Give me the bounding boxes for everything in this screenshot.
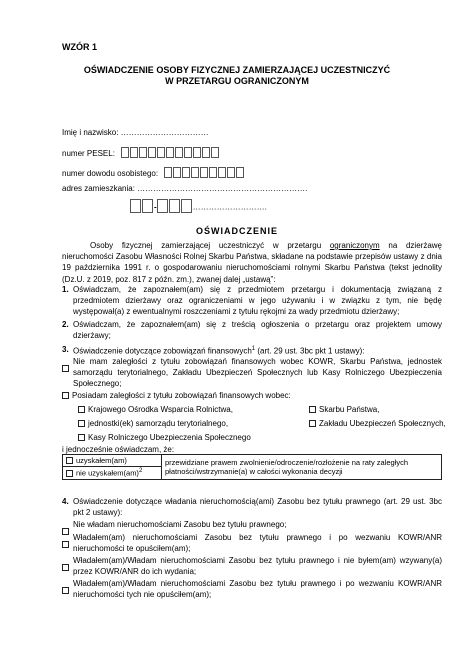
pesel-field-row [62, 147, 220, 161]
postal-code-row: - ………………………. [130, 199, 267, 216]
template-label: WZÓR 1 [62, 42, 97, 52]
id-field-row [62, 167, 245, 181]
creditor-kowr: Krajowego Ośrodka Wsparcia Rolnictwa, [78, 404, 233, 415]
arrears-table [62, 454, 442, 480]
table-opt2-cell[interactable]: nie uzyskałem(am)$^2$ [63, 467, 162, 480]
item4-opt3-checkbox[interactable] [62, 564, 69, 571]
item4-opt1-text: Nie władam nieruchomościami Zasobu bez tytułu prawnego; [73, 520, 287, 529]
creditor-zus-checkbox[interactable] [309, 420, 316, 427]
item4-text: Oświadczenie dotyczące władania nieruchomością(ami) Zasobu bez tytułu prawnego (art. 29 ust. 3bc pkt 2 ustawy): [73, 497, 442, 518]
item3-number: 3. [62, 345, 69, 354]
item4-opt3-text: Władałem(am)/Władam nieruchomościami Zasobu bez tytułu prawnego i nie byłem(am) wzywany(a) przez KOWR/ANR do ich wydania; [73, 556, 442, 577]
item4-number: 4. [62, 497, 69, 506]
creditor-jst-checkbox[interactable] [78, 420, 85, 427]
city-dots[interactable]: ………………………. [192, 202, 267, 212]
item2-text: Oświadczam, że zapoznałem(am) się z treścią ogłoszenia o przetargu oraz projektem umowy dzierżawy; [73, 320, 442, 341]
creditor-zus: Zakładu Ubezpieczeń Społecznych, [309, 418, 446, 429]
table-opt1-cell[interactable]: uzyskałem(am) [63, 455, 162, 467]
section-heading: OŚWIADCZENIE [195, 226, 278, 236]
table-opt1-checkbox[interactable] [66, 457, 73, 464]
item3-opt1-text: Nie mam zaległości z tytułu zobowiązań finansowych wobec KOWR, Skarbu Państwa, jednostek samorządu terytorialnego, Zakładu Ubezpieczeń Społecznych lub Kasy Rolniczego Ubezpieczenia Społecznego; [73, 357, 442, 389]
item4-opt4-checkbox[interactable] [62, 587, 69, 594]
creditor-krus-checkbox[interactable] [78, 434, 85, 441]
item3-heading: Oświadczenie dotyczące zobowiązań finansowych$^1$ (art. 29 ust. 3bc pkt 1 ustawy): [73, 346, 365, 356]
table-opt2-checkbox[interactable] [66, 470, 73, 477]
item3-opt2: Posiadam zaległości z tytułu zobowiązań finansowych wobec: [62, 390, 291, 401]
table-desc-cell: przewidziane prawem zwolnienie/odroczenie/rozłożenie na raty zaległych płatności/wstrzymanie(a) w całości wykonania decyzji [162, 455, 442, 480]
item4-opt4-text: Władałem(am)/Władam nieruchomościami Zasobu bez tytułu prawnego i po wezwaniu KOWR/ANR nieruchomości tych nie opuściłem(am); [73, 579, 442, 600]
item4-opt4-checkbox-wrap[interactable] [62, 580, 72, 598]
id-label: numer dowodu osobistego: [62, 169, 159, 179]
intro-paragraph: Osoby fizycznej zamierzającej uczestniczyć w przetargu ograniczonym na dzierżawę nieruchomości Zasobu Własności Rolnej Skarbu Państwa, składane na podstawie przepisów ustawy z dnia 19 października 1991 r. o gospodarowaniu nieruchomościami rolnymi Skarbu Państwa (tekst jednolity (Dz.U. z 2019, poz. 817 z późn. zm.), zwanej dalej „ustawą”: [62, 241, 442, 284]
pesel-boxes[interactable] [121, 147, 220, 161]
postal-boxes-a[interactable] [130, 199, 154, 216]
postal-boxes-b[interactable] [157, 199, 193, 216]
item1-number: 1. [62, 285, 69, 294]
doc-title-line2: W PRZETARGU OGRANICZONYM [165, 76, 309, 86]
doc-title-line1: OŚWIADCZENIE OSOBY FIZYCZNEJ ZAMIERZAJĄCEJ UCZESTNICZYĆ [83, 65, 391, 75]
item4-opt2-checkbox-wrap[interactable] [62, 534, 72, 552]
item4-opt3-checkbox-wrap[interactable] [62, 557, 72, 575]
item3-opt2-checkbox[interactable] [62, 392, 69, 399]
creditor-krus: Kasy Rolniczego Ubezpieczenia Społecznego [78, 432, 251, 443]
item2-number: 2. [62, 320, 69, 329]
name-field[interactable]: Imię i nazwisko: …………………………… [62, 128, 209, 137]
item4-opt2-text: Władałem(am) nieruchomościami Zasobu bez tytułu prawnego i po wezwaniu KOWR/ANR nieruchomości te opuściłem(am); [73, 533, 442, 554]
item3-jednoczesnie: i jednocześnie oświadczam, że: [62, 445, 175, 454]
table-row [63, 455, 442, 467]
creditor-skarb-checkbox[interactable] [309, 406, 316, 413]
item3-opt1-checkbox-wrap[interactable] [62, 358, 72, 376]
pesel-label: numer PESEL: [62, 149, 115, 159]
item3-opt1-checkbox[interactable] [62, 365, 69, 372]
creditor-kowr-checkbox[interactable] [78, 406, 85, 413]
creditor-jst: jednostki(ek) samorządu terytorialnego, [78, 418, 228, 429]
item1-text: Oświadczam, że zapoznałem(am) się z przedmiotem przetargu i dokumentacją związaną z przedmiotem dzierżawy oraz ograniczeniami w jego używaniu i w związku z tym, nie będę występował(a) z ewentualnymi roszczeniami z tytułu rękojmi za wady przedmiotu dzierżawy; [73, 285, 442, 317]
id-boxes[interactable] [164, 167, 245, 181]
item4-opt2-checkbox[interactable] [62, 541, 69, 548]
address-field[interactable]: adres zamieszkania: ………………………………………………………. [62, 184, 308, 193]
creditor-skarb: Skarbu Państwa, [309, 404, 379, 415]
